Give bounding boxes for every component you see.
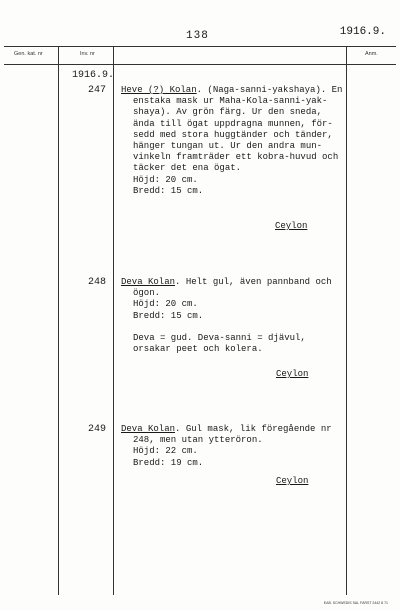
entry-description: Heve (?) Kolan. (Naga-sanni-yakshaya). En enstaka mask ur Maha-Kola-sanni-yak- shaya). Av grön färg. Ur den sneda, ända till ögat uppdragna munnen, för- sedd med stora huggtänder och tänder, hänger tungan ut. Ur den andra mun- vinkeln framträder ett kobra-huvud och täcker det ena ögat. Höjd: 20 cm. Bredd: 15 cm. <box>121 85 343 196</box>
header-rule-bottom <box>4 64 396 65</box>
place-label: Ceylon <box>276 476 309 486</box>
column-divider-3 <box>346 46 347 595</box>
place-label: Ceylon <box>276 369 309 379</box>
entry-title: Heve (?) Kolan <box>121 85 197 95</box>
entry-number: 247 <box>88 85 107 96</box>
entry-title: Deva Kolan <box>121 424 176 434</box>
place-label: Ceylon <box>275 221 308 231</box>
year-mark: 1916.9. <box>72 70 115 81</box>
column-divider-2 <box>113 46 114 595</box>
entry-title: Deva Kolan <box>121 277 176 287</box>
header-rule-top <box>4 46 396 47</box>
column-header-gen-kat-nr: Gen. kat. nr <box>14 51 43 57</box>
page-number: 138 <box>186 30 209 42</box>
column-header-inv-nr: Inv. nr <box>80 51 95 57</box>
column-divider-1 <box>58 46 59 595</box>
printer-mark: EAB. SCHWEDIS SAL FÄRST 2442 8 71 <box>323 601 388 605</box>
page-date: 1916.9. <box>339 26 386 38</box>
entry-number: 249 <box>88 424 107 435</box>
entry-description: Deva Kolan. Helt gul, även pannband och ögon. Höjd: 20 cm. Bredd: 15 cm. Deva = gud. Deva-sanni = djävul, orsakar peet och kolera. <box>121 277 332 355</box>
entry-description: Deva Kolan. Gul mask, lik föregående nr 248, men utan ytteröron. Höjd: 22 cm. Bredd: 19 cm. <box>121 424 332 468</box>
column-header-anm: Anm. <box>365 51 378 57</box>
entry-number: 248 <box>88 277 107 288</box>
